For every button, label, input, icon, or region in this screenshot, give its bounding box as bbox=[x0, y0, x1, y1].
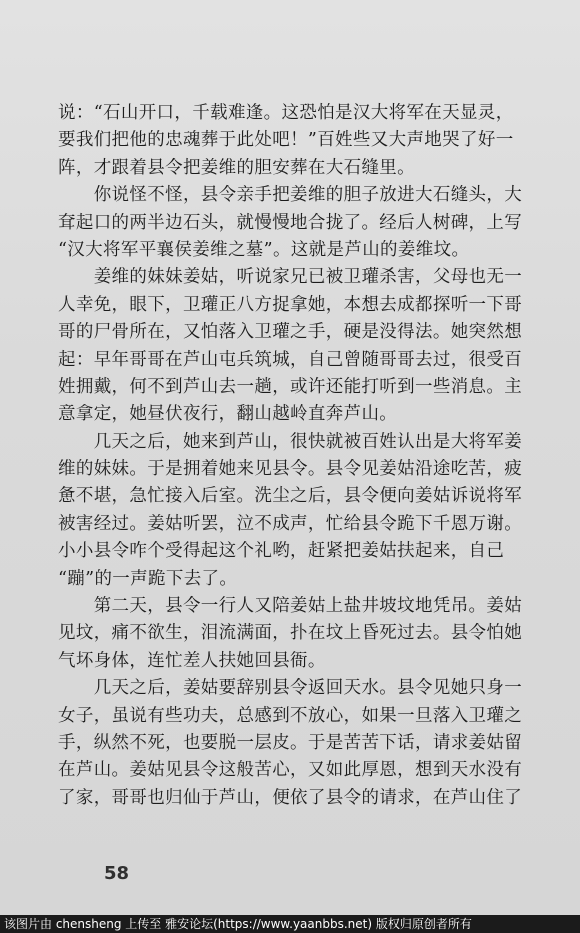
text-line: 起：早年哥哥在芦山屯兵筑城，自己曾随哥哥去过，很受百 bbox=[58, 349, 523, 370]
page-number: 58 bbox=[104, 863, 130, 884]
text-line: 惫不堪，急忙接入后室。洗尘之后，县令便向姜姑诉说将军 bbox=[58, 486, 523, 507]
text-line: 第二天，县令一行人又陪姜姑上盐井坡坟地凭吊。姜姑 bbox=[58, 596, 523, 617]
text-line: 意拿定，她昼伏夜行，翻山越岭直奔芦山。 bbox=[58, 404, 398, 425]
text-line: 说：“石山开口，千载难逢。这恐怕是汉大将军在天显灵， bbox=[58, 103, 514, 123]
text-line: 维的妹妹。于是拥着她来见县令。县令见姜姑沿途吃苦，疲 bbox=[58, 459, 523, 480]
body-text bbox=[58, 100, 563, 812]
text-line: 了家，哥哥也归仙于芦山，便依了县令的请求，在芦山住了 bbox=[58, 787, 523, 808]
text-line: 你说怪不怪，县令亲手把姜维的胆子放进大石缝头，大 bbox=[58, 185, 523, 206]
text-line: 见坟，痛不欲生，泪流满面，扑在坟上昏死过去。县令怕她 bbox=[58, 623, 523, 644]
watermark-bar bbox=[0, 915, 580, 933]
text-line: 耷起口的两半边石头，就慢慢地合拢了。经后人树碑，上写 bbox=[58, 212, 523, 233]
text-line: 姜维的妹妹姜姑，听说家兄已被卫瓘杀害，父母也无一 bbox=[58, 267, 523, 288]
watermark-text: 该图片由 chensheng 上传至 雅安论坛(https://www.yaanbbs.net) 版权归原创者所有 bbox=[4, 917, 472, 931]
text-line: 人幸免，眼下，卫瓘正八方捉拿她，本想去成都探听一下哥 bbox=[58, 294, 523, 315]
text-line: 几天之后，姜姑要辞别县令返回天水。县令见她只身一 bbox=[58, 678, 523, 699]
text-line: 哥的尸骨所在，又怕落入卫瓘之手，硬是没得法。她突然想 bbox=[58, 322, 523, 343]
text-line: 女子，虽说有些功夫，总感到不放心，如果一旦落入卫瓘之 bbox=[58, 705, 523, 726]
text-line: 手，纵然不死，也要脱一层皮。于是苦苦下话，请求姜姑留 bbox=[58, 732, 523, 753]
text-line: 气坏身体，连忙差人扶她回县衙。 bbox=[58, 650, 326, 671]
text-line: 在芦山。姜姑见县令这般苦心，又如此厚恩，想到天水没有 bbox=[58, 760, 523, 781]
text-line: 小小县令咋个受得起这个礼哟，赶紧把姜姑扶起来，自己 bbox=[58, 541, 505, 562]
text-line: 被害经过。姜姑听罢，泣不成声，忙给县令跪下千恩万谢。 bbox=[58, 513, 523, 534]
text-line: “蹦”的一声跪下去了。 bbox=[58, 568, 238, 589]
text-line: 要我们把他的忠魂葬于此处吧！”百姓些又大声地哭了好一 bbox=[58, 130, 514, 151]
text-line: “汉大将军平襄侯姜维之墓”。这就是芦山的姜维坟。 bbox=[58, 239, 470, 260]
text-line: 阵，才跟着县令把姜维的胆安葬在大石缝里。 bbox=[58, 157, 415, 178]
text-line: 姓拥戴，何不到芦山去一趟，或许还能打听到一些消息。主 bbox=[58, 376, 523, 397]
text-line: 几天之后，她来到芦山，很快就被百姓认出是大将军姜 bbox=[58, 431, 523, 452]
